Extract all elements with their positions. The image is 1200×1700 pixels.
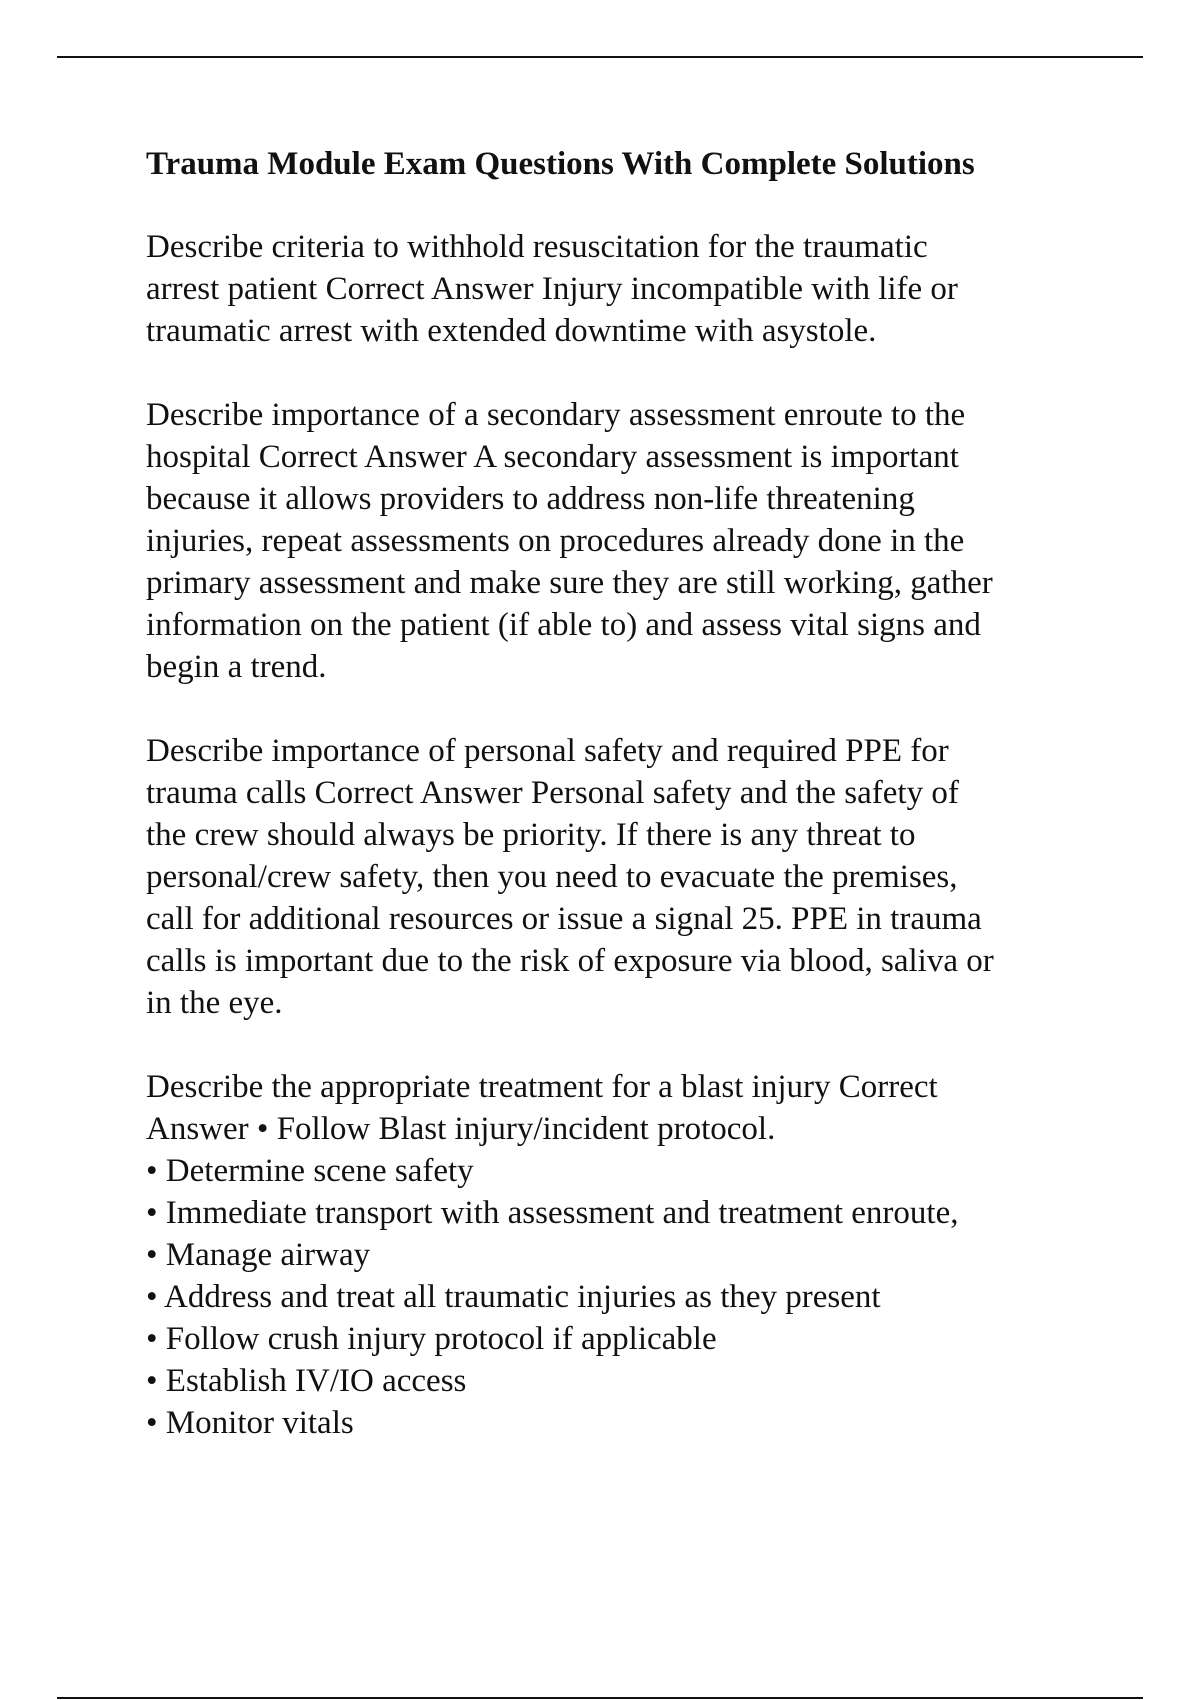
document-title: Trauma Module Exam Questions With Complete Solutions: [146, 146, 975, 182]
treatment-bullet-list: [146, 1150, 1106, 1444]
bullet-item: • Immediate transport with assessment and treatment enroute,: [146, 1195, 959, 1231]
top-divider: [57, 56, 1143, 58]
document-body: [146, 143, 1106, 1444]
bullet-item: • Determine scene safety: [146, 1153, 474, 1189]
bullet-item: • Establish IV/IO access: [146, 1363, 467, 1399]
qa-entry: Describe the appropriate treatment for a blast injury Correct Answer • Follow Blast injury/incident protocol.: [146, 1069, 938, 1147]
qa-entry: Describe criteria to withhold resuscitation for the traumatic arrest patient Correct Answer Injury incompatible with life or traumatic arrest with extended downtime with asystole.: [146, 229, 958, 349]
bottom-divider: [57, 1697, 1143, 1699]
bullet-item: • Monitor vitals: [146, 1405, 354, 1441]
bullet-item: • Address and treat all traumatic injuries as they present: [146, 1279, 881, 1315]
qa-entry: Describe importance of personal safety and required PPE for trauma calls Correct Answer Personal safety and the safety of the crew should always be priority. If there is any threat to personal/crew safety, then you need to evacuate the premises, call for additional resources or issue a signal 25. PPE in trauma calls is important due to the risk of exposure via blood, saliva or in the eye.: [146, 733, 994, 1021]
bullet-item: • Manage airway: [146, 1237, 371, 1273]
bullet-item: • Follow crush injury protocol if applicable: [146, 1321, 717, 1357]
qa-entry: Describe importance of a secondary assessment enroute to the hospital Correct Answer A secondary assessment is important because it allows providers to address non-life threatening injuries, repeat assessments on procedures already done in the primary assessment and make sure they are still working, gather information on the patient (if able to) and assess vital signs and begin a trend.: [146, 397, 993, 685]
